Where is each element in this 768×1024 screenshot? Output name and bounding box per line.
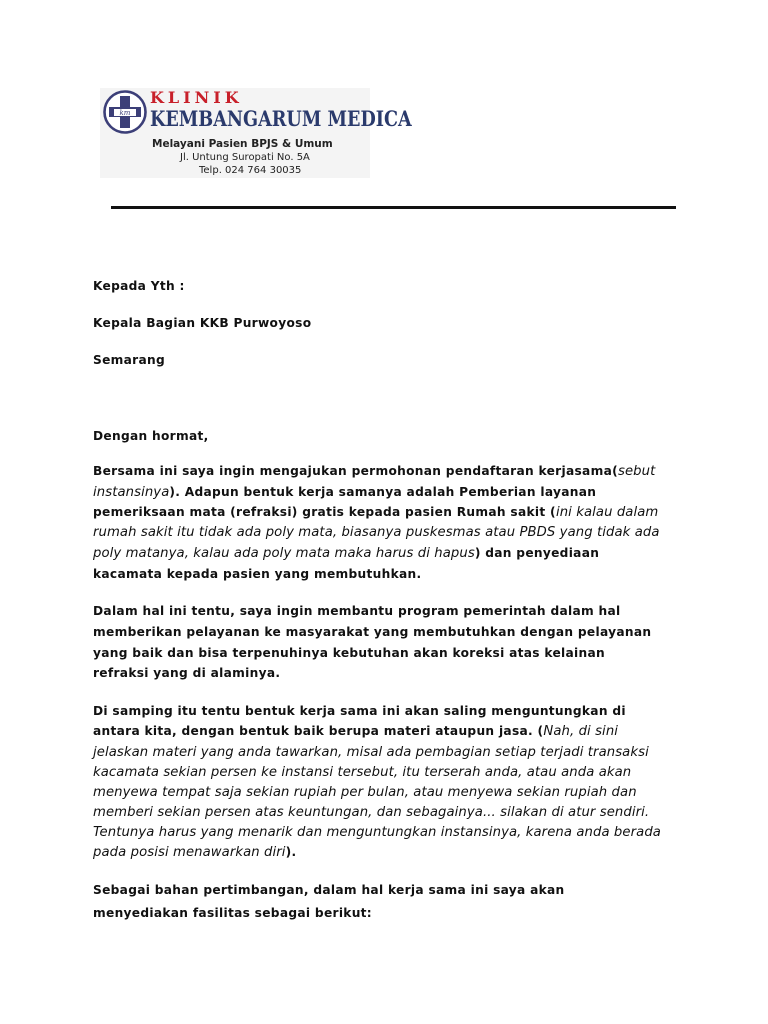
paragraph-line: yang baik dan bisa terpenuhinya kebutuhan akan koreksi atas kelainan xyxy=(93,646,605,660)
paragraph-line: Bersama ini saya ingin mengajukan permohonan pendaftaran kerjasama(sebut xyxy=(93,464,656,479)
paragraph-line: rumah sakit itu tidak ada poly mata, biasanya puskesmas atau PBDS yang tidak ada xyxy=(93,525,660,540)
medical-cross-icon xyxy=(102,89,148,135)
paragraph-line: Dalam hal ini tentu, saya ingin membantu program pemerintah dalam hal xyxy=(93,604,621,618)
paragraph-line: memberikan pelayanan ke masyarakat yang membutuhkan dengan pelayanan xyxy=(93,625,652,639)
paragraph-line: antara kita, dengan bentuk baik berupa materi ataupun jasa. (Nah, di sini xyxy=(93,724,619,739)
clinic-address: Jl. Untung Suropati No. 5A xyxy=(180,152,310,163)
recipient-city: Semarang xyxy=(93,353,166,367)
recipient-salutation: Kepada Yth : xyxy=(93,279,185,293)
emblem-initials: km xyxy=(119,109,131,117)
paragraph-line: pada posisi menawarkan diri). xyxy=(93,845,297,860)
clinic-phone: Telp. 024 764 30035 xyxy=(199,165,302,176)
letterhead-divider xyxy=(111,206,676,209)
clinic-name: KEMBANGARUM MEDICA xyxy=(150,106,412,131)
paragraph-line: kacamata sekian persen ke instansi tersebut, itu terserah anda, atau anda akan xyxy=(93,765,632,780)
paragraph-line: Sebagai bahan pertimbangan, dalam hal kerja sama ini saya akan xyxy=(93,883,565,897)
paragraph-line: jelaskan materi yang anda tawarkan, misal ada pembagian setiap terjadi transaksi xyxy=(93,745,649,760)
greeting: Dengan hormat, xyxy=(93,429,209,443)
paragraph-line: menyewa tempat saja sekian rupiah per bulan, atau menyewa sekian rupiah dan xyxy=(93,785,637,800)
paragraph-line: Di samping itu tentu bentuk kerja sama ini akan saling menguntungkan di xyxy=(93,704,626,718)
paragraph-line: refraksi yang di alaminya. xyxy=(93,666,281,680)
paragraph-line: instansinya). Adapun bentuk kerja samanya adalah Pemberian layanan xyxy=(93,485,597,500)
paragraph-line: memberi sekian persen atas keuntungan, dan sebagainya... silakan di atur sendiri. xyxy=(93,805,650,820)
recipient-position: Kepala Bagian KKB Purwoyoso xyxy=(93,316,312,330)
clinic-label: KLINIK xyxy=(150,88,243,107)
paragraph-line: menyediakan fasilitas sebagai berikut: xyxy=(93,906,372,920)
clinic-tagline: Melayani Pasien BPJS & Umum xyxy=(152,138,333,150)
paragraph-line: pemeriksaan mata (refraksi) gratis kepada pasien Rumah sakit (ini kalau dalam xyxy=(93,505,659,520)
paragraph-line: Tentunya harus yang menarik dan menguntungkan instansinya, karena anda berada xyxy=(93,825,661,840)
paragraph-line: kacamata kepada pasien yang membutuhkan. xyxy=(93,567,422,581)
clinic-letterhead-logo xyxy=(100,88,412,178)
paragraph-line: poly matanya, kalau ada poly mata maka harus di hapus) dan penyediaan xyxy=(93,546,600,561)
